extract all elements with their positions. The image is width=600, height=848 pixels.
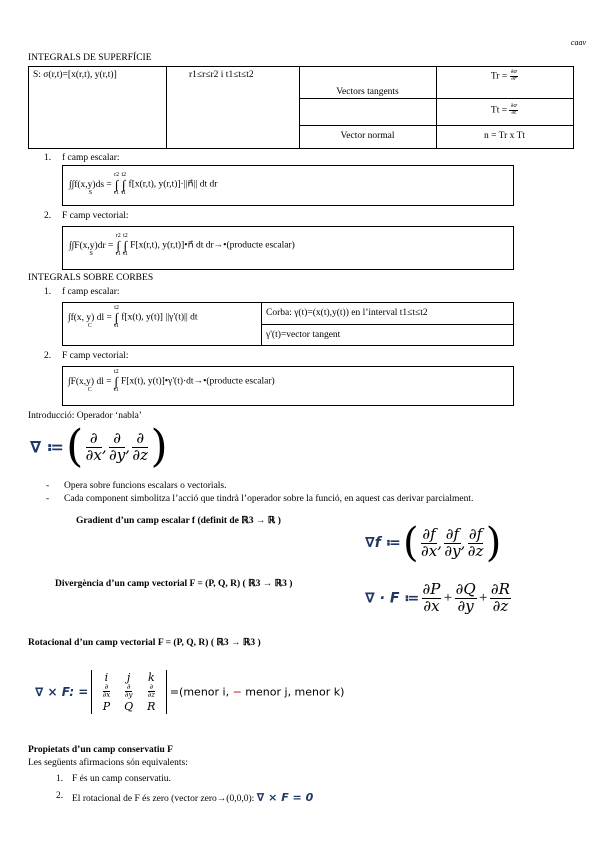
conservative-title: Propietats d’un camp conservatiu F	[28, 745, 173, 755]
rotational-result: =(menor i, − menor j, menor k)	[169, 685, 345, 699]
determinant-matrix: i j k $\frac{\partial}{\partial x}$ $\frac{\partial}{\partial y}$ $\frac{\partial}{\partial z}$ P Q R	[91, 670, 168, 714]
tangent-vectors-label: Vectors tangents	[336, 87, 399, 97]
rotational-formula: ∇ × F: = i j k $\frac{\partial}{\partial x}$ $\frac{\partial}{\partial y}$ $\frac{\partial}{\partial z}$ P Q R =(menor i, − menor j, menor k)	[35, 671, 345, 713]
divergence-title: Divergència d’un camp vectorial F = (P, Q, R) ( ℝ3 → ℝ3 )	[55, 579, 293, 589]
nabla-definition: ∇ ≔ ( $\frac{\partial}{\partial x}$ , $\frac{\partial}{\partial y}$ , $\frac{\partial}{\partial z}$ )	[30, 421, 168, 472]
conservative-item-1: F és un camp conservatiu.	[72, 774, 171, 784]
bullet-2: Cada component simbolitza l’acció que tindrà l’operador sobre la funció, en aquest cas derivar parcialment.	[64, 494, 474, 504]
curve-item-1-number: 1.	[44, 287, 52, 297]
range-cell: r1≤r≤r2 i t1≤t≤t2	[189, 70, 254, 80]
surface-vector-formula-box	[62, 226, 514, 270]
tangent-definition: γ'(t)=vector tangent	[266, 330, 341, 340]
conservative-item-2: El rotacional de F és zero (vector zero→(0,0,0): ∇ × F = 0	[72, 791, 314, 804]
rotational-title: Rotacional d’un camp vectorial F = (P, Q, R) ( ℝ3 → ℝ3 )	[28, 638, 261, 648]
surface-item-2-number: 2.	[44, 211, 52, 221]
curves-section-title: INTEGRALS SOBRE CORBES	[28, 273, 154, 283]
surface-item-2-label: F camp vectorial:	[62, 211, 129, 221]
curl-zero-formula: ∇ × F = 0	[256, 791, 314, 804]
tr-formula: Tr = $\frac{\partial\sigma}{\partial r}$	[490, 69, 518, 82]
parametrization-cell: S: σ(r,t)=[x(r,t), y(r,t)]	[33, 70, 117, 80]
surface-scalar-formula-box	[62, 165, 514, 206]
corner-initials: caav	[570, 38, 586, 47]
bullet-1-mark: -	[46, 481, 50, 491]
curve-definition: Corba: γ(t)=(x(t),y(t)) en l’interval t1≤t≤t2	[266, 308, 428, 318]
conservative-intro: Les següents afirmacions són equivalents:	[28, 758, 188, 768]
curve-vector-box	[62, 366, 514, 406]
bullet-2-mark: -	[46, 494, 50, 504]
surface-vector-formula: ∫∫F(x,y)dr = S r2 ∫ r1 t2 ∫ t1 F[x(r,t), y(r,t)]•n⃗ dt dr→•(producte escalar)	[69, 233, 295, 257]
conservative-item-2-number: 2.	[56, 791, 64, 801]
gradient-formula: ∇f ≔ ( $\frac{\partial f}{\partial x}$ , $\frac{\partial f}{\partial y}$ , $\frac{\partial f}{\partial z}$ )	[365, 520, 502, 566]
divergence-formula: ∇ · F ≔ $\frac{\partial P}{\partial x}$ + $\frac{\partial Q}{\partial y}$ + $\frac{\partial R}{\partial z}$	[365, 580, 510, 615]
surface-scalar-formula: ∫∫f(x,y)ds = S r2 ∫ r1 t2 ∫ t1 f[x(r,t), y(r,t)]·||n⃗|| dt dr	[69, 172, 218, 196]
surface-item-1-number: 1.	[44, 153, 52, 163]
curve-item-2-label: F camp vectorial:	[62, 351, 129, 361]
curve-scalar-box	[62, 302, 514, 346]
bullet-1: Opera sobre funcions escalars o vectorials.	[64, 481, 227, 491]
surface-section-title: INTEGRALS DE SUPERFÍCIE	[28, 53, 152, 63]
curve-scalar-formula: ∫f(x, y) dl = C t2 ∫ t1 f[x(t), y(t)] ||γ'(t)|| dt	[68, 305, 198, 329]
normal-vector-label: Vector normal	[340, 131, 395, 141]
surface-item-1-label: f camp escalar:	[62, 153, 120, 163]
curve-item-1-label: f camp escalar:	[62, 287, 120, 297]
curve-item-2-number: 2.	[44, 351, 52, 361]
gradient-title: Gradient d’un camp escalar f (definit de ℝ3 → ℝ )	[76, 516, 281, 526]
nabla-intro: Introducció: Operador ‘nabla’	[28, 411, 142, 421]
normal-vector-value: n = Tr x Tt	[483, 131, 526, 141]
tt-formula: Tt = $\frac{\partial\sigma}{\partial t}$	[490, 103, 518, 116]
curve-vector-formula: ∫F(x,y) dl = C t2 ∫ t1 F[x(t), y(t)]•γ'(t)·dt→•(producte escalar)	[68, 369, 275, 393]
conservative-item-1-number: 1.	[56, 774, 64, 784]
